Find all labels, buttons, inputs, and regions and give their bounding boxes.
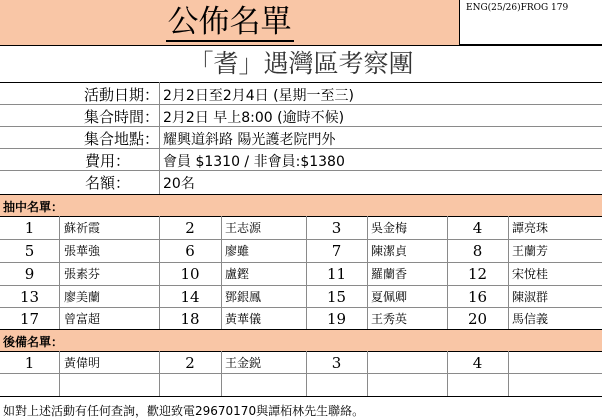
selected-name: 宋悅桂 — [512, 267, 549, 281]
info-label-date: 活動日期： — [83, 86, 159, 104]
waitlist-name: 王金鋭 — [225, 356, 262, 370]
selected-number: 16 — [467, 288, 488, 306]
selected-name: 王蘭芳 — [512, 244, 549, 258]
selected-number: 13 — [19, 288, 40, 306]
selected-name: 馬信義 — [512, 312, 549, 326]
page-subtitle: 「耆」遇灣區考察團 — [188, 49, 414, 78]
page-title: 公佈名單 — [167, 4, 292, 40]
info-value-quota: 20名 — [163, 176, 195, 192]
reference-code: ENG(25/26)FROG 179 — [459, 0, 602, 45]
selected-number: 11 — [326, 265, 347, 283]
selected-number: 7 — [331, 242, 342, 260]
selected-name: 吳金梅 — [371, 221, 408, 235]
selected-number: 15 — [326, 288, 347, 306]
selected-number: 19 — [326, 310, 347, 328]
selected-number: 14 — [180, 288, 200, 306]
selected-number: 5 — [24, 242, 35, 260]
selected-name: 盧鏗 — [225, 267, 250, 281]
selected-name: 蘇祈霞 — [64, 221, 101, 235]
selected-number: 18 — [180, 310, 200, 328]
info-value-venue: 耀興道斜路 陽光護老院門外 — [163, 132, 336, 148]
selected-number: 4 — [472, 219, 483, 237]
selected-number: 8 — [472, 242, 483, 260]
info-value-time: 2月2日 早上8:00 (逾時不候) — [163, 110, 345, 126]
selected-name: 廖雖 — [225, 244, 250, 258]
selected-name: 張素芬 — [64, 267, 101, 281]
selected-name: 曾富超 — [64, 312, 101, 326]
selected-list-label: 抽中名單： — [3, 200, 64, 214]
info-value-date: 2月2日至2月4日 (星期一至三) — [163, 88, 355, 104]
selected-name: 王秀英 — [371, 312, 408, 326]
selected-section-band — [0, 194, 602, 216]
selected-number: 2 — [185, 219, 195, 237]
selected-name: 陳淑群 — [512, 290, 549, 304]
selected-name: 黃華儀 — [225, 312, 262, 326]
selected-name: 譚亮珠 — [512, 221, 549, 235]
selected-name: 陳潔貞 — [371, 244, 408, 258]
footer-note: 如對上述活動有任何查詢，歡迎致電29670170與譚栢林先生聯絡。 — [3, 404, 365, 418]
selected-name: 夏佩卿 — [371, 290, 408, 304]
info-label-quota: 名額： — [84, 174, 130, 192]
info-value-fee: 會員 $1310 / 非會員:$1380 — [163, 154, 345, 170]
selected-number: 3 — [331, 219, 342, 237]
selected-name: 王志源 — [225, 221, 262, 235]
selected-number: 6 — [185, 242, 195, 260]
waitlist-number: 3 — [331, 354, 342, 372]
info-label-fee: 費用： — [84, 152, 130, 170]
selected-name: 鄧銀鳳 — [225, 290, 262, 304]
waitlist-number: 2 — [185, 354, 195, 372]
info-label-time: 集合時間： — [83, 108, 159, 126]
selected-number: 17 — [19, 310, 40, 328]
waitlist-name: 黃偉明 — [64, 356, 101, 370]
selected-number: 1 — [24, 219, 35, 237]
selected-name: 廖美蘭 — [64, 290, 101, 304]
selected-number: 12 — [467, 265, 488, 283]
waitlist-label: 後備名單： — [3, 335, 64, 349]
selected-number: 9 — [24, 265, 35, 283]
waitlist-number: 4 — [472, 354, 483, 372]
selected-name: 羅蘭香 — [371, 267, 408, 281]
selected-name: 張華強 — [64, 244, 101, 258]
waitlist-number: 1 — [24, 354, 35, 372]
selected-number: 20 — [467, 310, 488, 328]
waitlist-section-band — [0, 329, 602, 351]
selected-number: 10 — [180, 265, 200, 283]
info-label-venue: 集合地點： — [83, 130, 159, 148]
